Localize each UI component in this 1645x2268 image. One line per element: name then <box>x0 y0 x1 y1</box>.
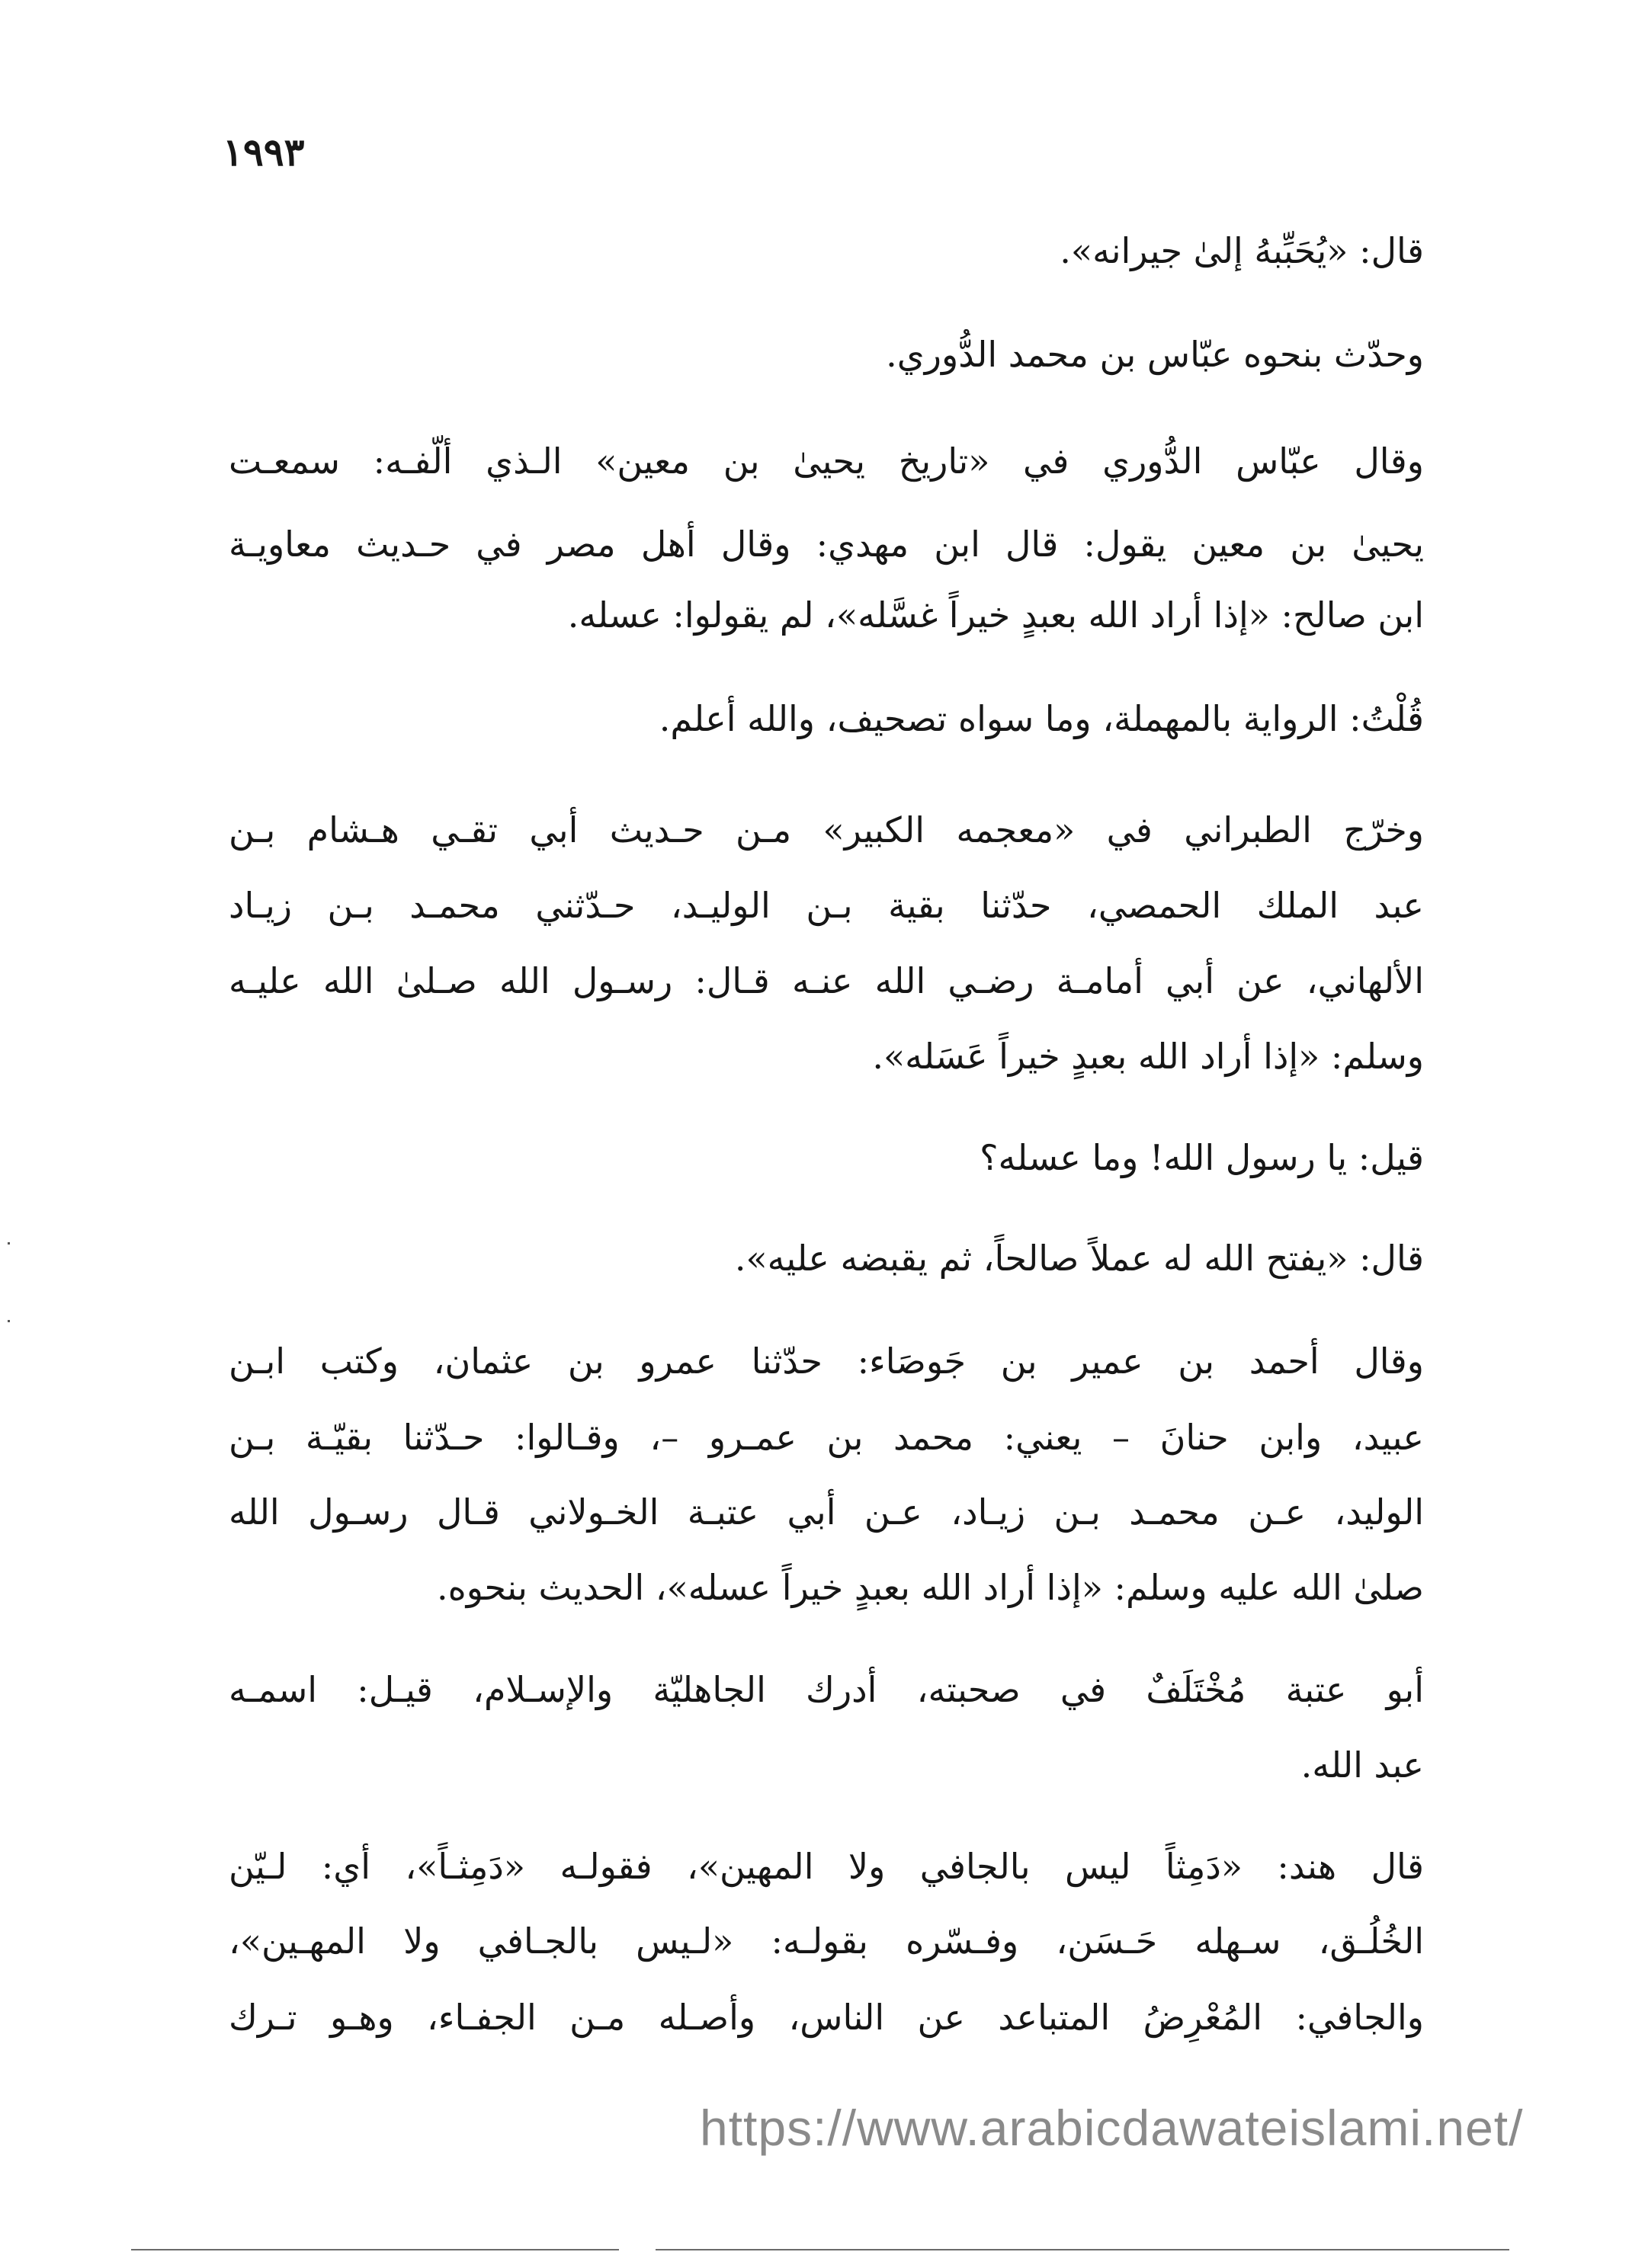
paragraph-line: وخرّج الطبراني في «معجمه الكبير» مـن حـديث أبي تقـي هـشام بـن <box>229 809 1424 850</box>
paragraph-line: وسلم: «إذا أراد الله بعبدٍ خيراً عَسَله». <box>872 1036 1424 1077</box>
paragraph-line: وقال أحمد بن عمير بن جَوصَاء: حدّثنا عمرو بن عثمان، وكتب ابـن <box>229 1341 1424 1382</box>
paragraph-line: عبد الله. <box>1300 1744 1424 1786</box>
paragraph-line: قال: «يفتح الله له عملاً صالحاً، ثم يقبضه عليه». <box>734 1238 1424 1279</box>
page-number: ١٩٩٣ <box>223 130 305 175</box>
paragraph-line: قال هند: «دَمِثاً ليس بالجافي ولا المهين»، فقولـه «دَمِثـاً»، أي: لـيّن <box>229 1846 1424 1887</box>
scan-speck <box>8 1242 10 1245</box>
paragraph-line: صلىٰ الله عليه وسلم: «إذا أراد الله بعبدٍ خيراً عسله»، الحديث بنحوه. <box>437 1567 1424 1608</box>
paragraph-line: قُلْتُ: الرواية بالمهملة، وما سواه تصحيف، والله أعلم. <box>659 698 1424 739</box>
paragraph-line: والجافي: المُعْرِضُ المتباعد عن الناس، وأصـله مـن الجفـاء، وهـو تـرك <box>229 1997 1424 2038</box>
paragraph-line: عبيد، وابن حنانَ – يعني: محمد بن عمـرو –، وقـالوا: حـدّثنا بقيّـة بـن <box>229 1417 1424 1458</box>
bottom-scan-line <box>656 2249 1509 2250</box>
paragraph-line: وقال عبّاس الدُّوري في «تاريخ يحيىٰ بن معين» الـذي ألّفـه: سمعـت <box>229 440 1424 482</box>
bottom-scan-line <box>131 2249 619 2250</box>
watermark-url: https://www.arabicdawateislami.net/ <box>700 2100 1524 2156</box>
paragraph-line: الخُلُـق، سـهله حَـسَن، وفـسّره بقولـه: «لـيس بالجـافي ولا المهـين»، <box>229 1920 1424 1962</box>
paragraph-line: أبو عتبة مُخْتَلَفٌ في صحبته، أدرك الجاهليّة والإسـلام، قيـل: اسمـه <box>229 1669 1424 1710</box>
paragraph-line: عبد الملك الحمصي، حدّثنا بقية بـن الوليـد، حـدّثني محمـد بـن زيـاد <box>229 885 1424 926</box>
paragraph-line: قال: «يُحَبِّبهُ إلىٰ جيرانه». <box>1060 230 1424 271</box>
paragraph-line: يحيىٰ بن معين يقول: قال ابن مهدي: وقال أهل مصر في حـديث معاويـة <box>229 524 1424 565</box>
paragraph-line: الوليد، عـن محمـد بـن زيـاد، عـن أبي عتبـة الخـولاني قـال رسـول الله <box>229 1491 1424 1533</box>
paragraph-line: وحدّث بنحوه عبّاس بن محمد الدُّوري. <box>886 334 1424 375</box>
paragraph-line: قيل: يا رسول الله! وما عسله؟ <box>980 1137 1424 1178</box>
paragraph-line: ابن صالح: «إذا أراد الله بعبدٍ خيراً غسَّله»، لم يقولوا: عسله. <box>567 594 1424 636</box>
scan-speck <box>8 1320 10 1322</box>
paragraph-line: الألهاني، عن أبي أمامـة رضـي الله عنـه قـال: رسـول الله صـلىٰ الله عليـه <box>229 960 1424 1001</box>
